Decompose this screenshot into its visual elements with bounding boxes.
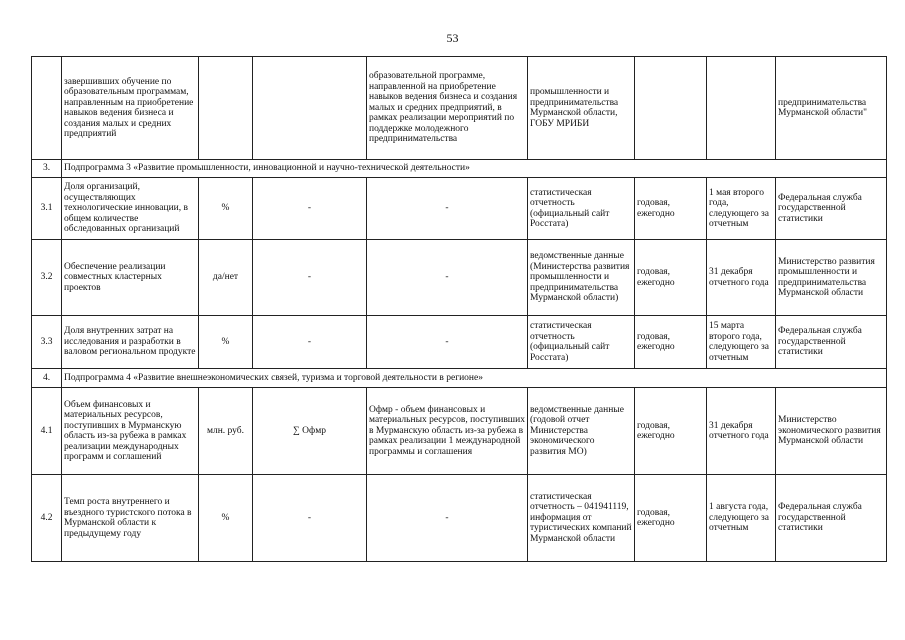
deadline: 31 декабря отчетного года <box>707 388 776 475</box>
table-row <box>32 240 887 316</box>
data-source: статистическая отчетность (официальный сайт Росстата) <box>528 316 635 369</box>
unit: % <box>199 316 253 369</box>
section-number: 3. <box>32 160 62 178</box>
unit: % <box>199 475 253 562</box>
formula: - <box>253 475 367 562</box>
row-number: 3.2 <box>32 240 62 316</box>
indicator-name: Темп роста внутреннего и въездного туристского потока в Мурманской области к предыдущему году <box>62 475 199 562</box>
row-number <box>32 57 62 160</box>
data-source: ведомственные данные (Министерства развития промышленности и предпринимательства Мурманской области) <box>528 240 635 316</box>
row-number: 4.2 <box>32 475 62 562</box>
unit: % <box>199 178 253 240</box>
row-number: 4.1 <box>32 388 62 475</box>
deadline: 31 декабря отчетного года <box>707 240 776 316</box>
indicator-name: Обеспечение реализации совместных кластерных проектов <box>62 240 199 316</box>
table-row <box>32 178 887 240</box>
formula: - <box>253 240 367 316</box>
indicator-name: Объем финансовых и материальных ресурсов, поступивших в Мурманскую область из-за рубежа в рамках реализации международных программ и соглашений <box>62 388 199 475</box>
definition: - <box>367 316 528 369</box>
data-source: статистическая отчетность (официальный сайт Росстата) <box>528 178 635 240</box>
section-number: 4. <box>32 369 62 388</box>
formula: ∑ Офмр <box>253 388 367 475</box>
unit: да/нет <box>199 240 253 316</box>
formula: - <box>253 178 367 240</box>
periodicity: годовая, ежегодно <box>635 475 707 562</box>
responsible: Федеральная служба государственной статистики <box>776 178 887 240</box>
unit: млн. руб. <box>199 388 253 475</box>
indicator-name: Доля организаций, осуществляющих технологические инновации, в общем количестве обследованных организаций <box>62 178 199 240</box>
table-row <box>32 475 887 562</box>
row-number: 3.3 <box>32 316 62 369</box>
formula: - <box>253 316 367 369</box>
section-title: Подпрограмма 3 «Развитие промышленности, инновационной и научно-технической деятельности» <box>62 160 887 178</box>
responsible: Министерство развития промышленности и предпринимательства Мурманской области <box>776 240 887 316</box>
deadline <box>707 57 776 160</box>
formula <box>253 57 367 160</box>
periodicity: годовая, ежегодно <box>635 178 707 240</box>
periodicity: годовая, ежегодно <box>635 316 707 369</box>
table-row <box>32 57 887 160</box>
responsible: Федеральная служба государственной статистики <box>776 316 887 369</box>
definition: Офмр - объем финансовых и материальных ресурсов, поступивших в Мурманскую область из-за рубежа в рамках реализации 1 международной программы и соглашения <box>367 388 528 475</box>
section-title: Подпрограмма 4 «Развитие внешнеэкономических связей, туризма и торговой деятельности в регионе» <box>62 369 887 388</box>
table-row <box>32 388 887 475</box>
definition: - <box>367 178 528 240</box>
page-number: 53 <box>446 31 459 45</box>
section-row <box>32 369 887 388</box>
unit <box>199 57 253 160</box>
data-source: статистическая отчетность – 041941119, информация от туристических компаний Мурманской области <box>528 475 635 562</box>
indicator-name: завершивших обучение по образовательным программам, направленным на приобретение навыков ведения бизнеса и создания малых и средних предприятий <box>62 57 199 160</box>
responsible: Федеральная служба государственной статистики <box>776 475 887 562</box>
responsible: предпринимательства Мурманской области" <box>776 57 887 160</box>
periodicity <box>635 57 707 160</box>
deadline: 1 мая второго года, следующего за отчетным <box>707 178 776 240</box>
row-number: 3.1 <box>32 178 62 240</box>
definition: - <box>367 475 528 562</box>
responsible: Министерство экономического развития Мурманской области <box>776 388 887 475</box>
section-row <box>32 160 887 178</box>
deadline: 1 августа года, следующего за отчетным <box>707 475 776 562</box>
data-source: промышленности и предпринимательства Мурманской области, ГОБУ МРИБИ <box>528 57 635 160</box>
indicator-table <box>31 56 887 562</box>
table-row <box>32 316 887 369</box>
definition: - <box>367 240 528 316</box>
deadline: 15 марта второго года, следующего за отчетным <box>707 316 776 369</box>
periodicity: годовая, ежегодно <box>635 240 707 316</box>
definition: образовательной программе, направленной на приобретение навыков ведения бизнеса и создания малых и средних предприятий, в рамках реализации мероприятий по поддержке молодежного предпринимательства <box>367 57 528 160</box>
indicator-name: Доля внутренних затрат на исследования и разработки в валовом региональном продукте <box>62 316 199 369</box>
data-source: ведомственные данные (годовой отчет Министерства экономического развития МО) <box>528 388 635 475</box>
periodicity: годовая, ежегодно <box>635 388 707 475</box>
